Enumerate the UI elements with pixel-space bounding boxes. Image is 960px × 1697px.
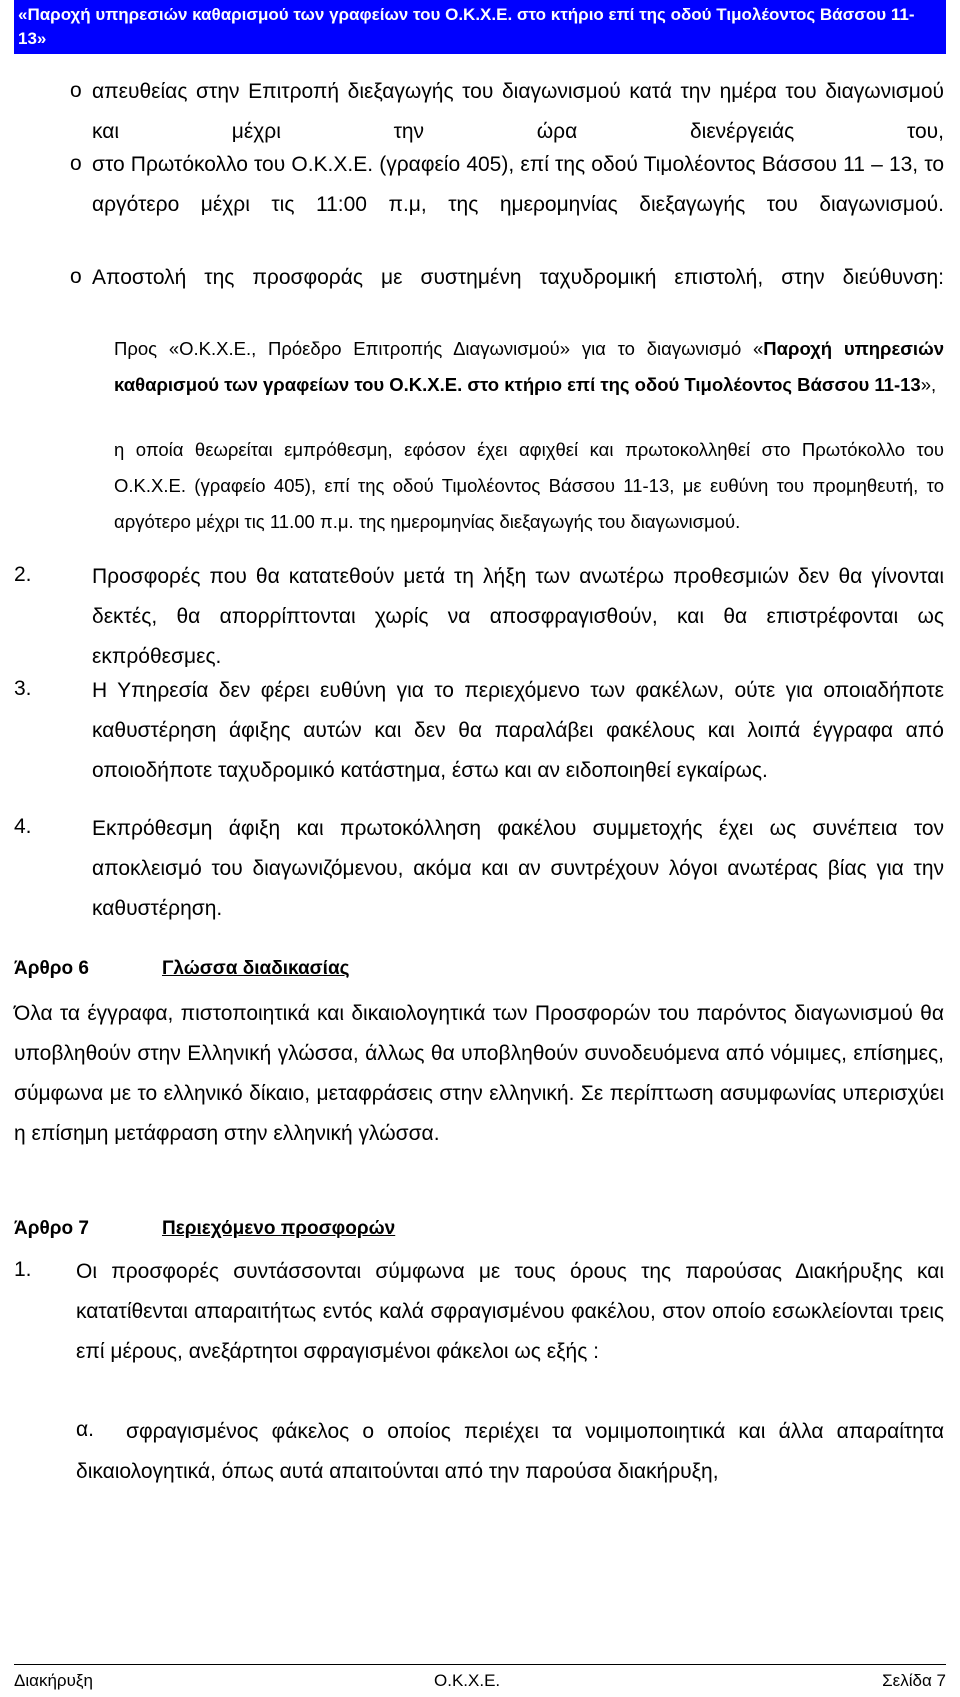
article-label: Άρθρο 6 bbox=[14, 958, 89, 979]
running-header bbox=[14, 0, 946, 54]
address-note: η οποία θεωρείται εμπρόθεσμη, εφόσον έχει αφιχθεί και πρωτοκολληθεί στο Πρωτόκολλο του Ο.Κ.Χ.Ε. (γραφείο 405), επί της οδού Τιμολέοντος Βάσσου 11-13, με ευθύνη του προμηθευτή, το αργότερο μέχρι τις 11.00 π.μ. της ημερομηνίας διεξαγωγής του διαγωνισμού. bbox=[114, 439, 944, 532]
bullet-marker: o bbox=[70, 265, 82, 288]
item-late-offers: Προσφορές που θα κατατεθούν μετά τη λήξη των ανωτέρω προθεσμιών δεν θα γίνονται δεκτές, θα απορρίπτονται χωρίς να αποσφραγισθούν, και θα επιστρέφονται ως εκπρόθεσμες. bbox=[92, 565, 944, 668]
item-number: 3. bbox=[14, 677, 32, 700]
footer-page-number: Σελίδα 7 bbox=[882, 1671, 946, 1690]
tender-title-bold: Παροχή υπηρεσιών καθαρισμού των γραφείων του Ο.Κ.Χ.Ε. στο κτήριο επί της οδού Τιμολέοντος Βάσσου 11-13 bbox=[114, 338, 944, 395]
article6-text: Όλα τα έγγραφα, πιστοποιητικά και δικαιολογητικά των Προσφορών του παρόντος διαγωνισμού θα υποβληθούν στην Ελληνική γλώσσα, άλλως θα υποβληθούν συνοδευόμενα από νόμιμες, επίσημες, σύμφωνα με το ελληνικό δίκαιο, μεταφράσεις στην ελληνική. Σε περίπτωση ασυμφωνίας υπερισχύει η επίσημη μετάφραση στην ελληνική γλώσσα. bbox=[14, 1002, 944, 1145]
article-title: Περιεχόμενο προσφορών bbox=[162, 1218, 396, 1239]
item-number: 4. bbox=[14, 815, 32, 838]
bullet-text-protocol: στο Πρωτόκολλο του Ο.Κ.Χ.Ε. (γραφείο 405), επί της οδού Τιμολέοντος Βάσσου 11 – 13, το αργότερο μέχρι τις 11:00 π.μ, της ημερομηνίας διεξαγωγής του διαγωνισμού. bbox=[92, 153, 944, 216]
item-number: 1. bbox=[14, 1258, 32, 1281]
bullet-marker: o bbox=[70, 79, 82, 102]
address-text: Προς «Ο.Κ.Χ.Ε., Πρόεδρο Επιτροπής Διαγωνισμού» για το διαγωνισμό « bbox=[114, 338, 764, 359]
subitem-marker: α. bbox=[76, 1418, 94, 1441]
article-title: Γλώσσα διαδικασίας bbox=[162, 958, 350, 979]
address-text-end: », bbox=[920, 374, 937, 395]
item-number: 2. bbox=[14, 563, 32, 586]
bullet-marker: o bbox=[70, 152, 82, 175]
bullet-text-mail: Αποστολή της προσφοράς με συστημένη ταχυδρομική επιστολή, στην διεύθυνση: bbox=[92, 266, 944, 289]
item-late-arrival: Εκπρόθεσμη άφιξη και πρωτοκόλληση φακέλου συμμετοχής έχει ως συνέπεια τον αποκλεισμό του διαγωνιζόμενου, ακόμα και αν συντρέχουν λόγοι ανωτέρας βίας για την καθυστέρηση. bbox=[92, 817, 944, 920]
page-footer bbox=[14, 1664, 946, 1693]
bullet-text-in-person: απευθείας στην Επιτροπή διεξαγωγής του διαγωνισμού κατά την ημέρα του διαγωνισμού και μέχρι την ώρα διενέργειάς του, bbox=[92, 80, 944, 143]
address-block bbox=[114, 331, 944, 403]
article7-item1: Οι προσφορές συντάσσονται σύμφωνα με τους όρους της παρούσας Διακήρυξης και κατατίθενται απαραιτήτως εντός καλά σφραγισμένου φακέλου, στον οποίο εσωκλείονται τρεις επί μέρους, ανεξάρτητοι σφραγισμένοι φάκελοι ως εξής : bbox=[76, 1260, 944, 1363]
article-label: Άρθρο 7 bbox=[14, 1218, 89, 1239]
item-no-liability: Η Υπηρεσία δεν φέρει ευθύνη για το περιεχόμενο των φακέλων, ούτε για οποιαδήποτε καθυστέρηση άφιξης αυτών και δεν θα παραλάβει φακέλους και λοιπά έγγραφα από οποιοδήποτε ταχυδρομικό κατάστημα, έστω και αν ειδοποιηθεί εγκαίρως. bbox=[92, 679, 944, 782]
footer-organization: Ο.Κ.Χ.Ε. bbox=[434, 1671, 501, 1690]
footer-doc-type: Διακήρυξη bbox=[14, 1671, 93, 1690]
article7-subitem-a: σφραγισμένος φάκελος ο οποίος περιέχει τα νομιμοποιητικά και άλλα απαραίτητα δικαιολογητικά, όπως αυτά απαιτούνται από την παρούσα διακήρυξη, bbox=[76, 1420, 944, 1483]
header-title: «Παροχή υπηρεσιών καθαρισμού των γραφείων του Ο.Κ.Χ.Ε. στο κτήριο επί της οδού Τιμολέοντος Βάσσου 11-13» bbox=[18, 5, 915, 48]
